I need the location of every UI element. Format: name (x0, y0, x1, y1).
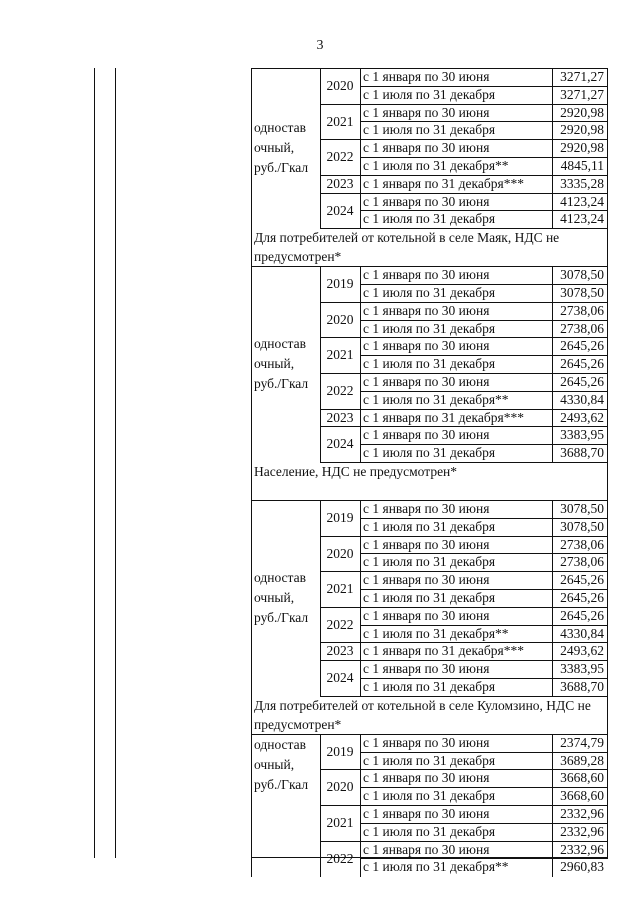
period-cell: с 1 июля по 31 декабря (363, 122, 496, 138)
unit-label: руб./Гкал (254, 160, 309, 176)
period-cell: с 1 января по 30 июня (363, 572, 490, 588)
tariff-value: 3078,50 (560, 285, 604, 300)
year-cell: 2020 (326, 779, 354, 795)
tariff-value: 4123,24 (560, 193, 604, 209)
tariff-value: 3668,60 (560, 788, 604, 804)
tariff-value: 2738,06 (560, 536, 604, 552)
unit-label: руб./Гкал (254, 609, 309, 625)
period-cell: с 1 июля по 31 декабря** (363, 158, 509, 173)
tariff-value: 2738,06 (560, 302, 604, 318)
year-cell: 2022 (326, 850, 354, 866)
year-cell: 2023 (326, 175, 354, 191)
period-cell: с 1 июля по 31 декабря (363, 752, 496, 768)
tariff-value: 2493,62 (560, 643, 604, 659)
year-cell: 2019 (326, 743, 354, 759)
unit-label: очный, (254, 140, 295, 156)
section-header: Для потребителей от котельной в селе Куломзино, НДС не предусмотрен* (254, 697, 591, 732)
tariff-value: 3335,28 (560, 175, 604, 191)
year-cell: 2023 (326, 643, 354, 659)
year-cell: 2019 (326, 276, 354, 292)
unit-column-border (251, 266, 252, 463)
tariff-value: 3271,27 (560, 86, 604, 102)
unit-column-border (251, 734, 252, 877)
tariff-value: 4123,24 (560, 211, 604, 227)
year-cell: 2022 (326, 149, 354, 165)
period-cell: с 1 июля по 31 декабря (363, 679, 496, 694)
year-cell: 2020 (326, 545, 354, 561)
tariff-value: 2738,06 (560, 320, 604, 336)
table-right-border (607, 68, 608, 858)
year-cell: 2024 (326, 436, 354, 452)
tariff-value: 2645,26 (560, 607, 604, 623)
tariff-value: 3078,50 (560, 501, 604, 516)
unit-label: очный, (254, 756, 295, 772)
year-cell: 2022 (326, 616, 354, 632)
tariff-value: 4330,84 (560, 391, 604, 407)
tariff-value: 2960,83 (560, 859, 604, 875)
period-cell: с 1 января по 30 июня (363, 140, 490, 156)
year-cell: 2020 (326, 77, 354, 93)
tariff-value: 4845,11 (560, 158, 604, 173)
period-column-border (360, 500, 361, 697)
unit-label: одностав (254, 120, 306, 136)
period-cell: с 1 января по 30 июня (363, 770, 490, 786)
period-cell: с 1 января по 30 июня (363, 69, 490, 84)
year-cell: 2021 (326, 581, 354, 597)
period-cell: с 1 января по 31 декабря*** (363, 175, 524, 191)
unit-column-border (251, 462, 252, 501)
period-cell: с 1 июля по 31 декабря (363, 823, 496, 839)
table-column-divider (115, 68, 116, 858)
period-cell: с 1 июля по 31 декабря (363, 86, 496, 102)
unit-label: очный, (254, 589, 295, 605)
period-cell: с 1 января по 30 июня (363, 104, 490, 120)
period-cell: с 1 января по 30 июня (363, 661, 490, 677)
year-cell: 2023 (326, 409, 354, 425)
unit-label: очный, (254, 356, 295, 372)
tariff-value: 4330,84 (560, 625, 604, 641)
tariff-value: 2332,96 (560, 841, 604, 857)
tariff-value: 3078,50 (560, 518, 604, 534)
tariff-value: 3688,70 (560, 679, 604, 694)
tariff-value: 2738,06 (560, 554, 604, 570)
unit-column-border (251, 696, 252, 735)
unit-label: руб./Гкал (254, 776, 309, 792)
value-column-border (552, 500, 553, 697)
period-cell: с 1 июля по 31 декабря (363, 788, 496, 804)
tariff-value: 2332,96 (560, 806, 604, 821)
year-column-border (320, 500, 321, 697)
period-cell: с 1 июля по 31 декабря** (363, 859, 509, 875)
period-cell: с 1 января по 30 июня (363, 607, 490, 623)
period-cell: с 1 января по 30 июня (363, 501, 490, 516)
year-cell: 2024 (326, 670, 354, 686)
table-left-border (94, 68, 95, 858)
period-cell: с 1 июля по 31 декабря (363, 590, 496, 605)
tariff-value: 2645,26 (560, 356, 604, 372)
period-cell: с 1 января по 30 июня (363, 536, 490, 552)
period-cell: с 1 января по 30 июня (363, 193, 490, 209)
tariff-value: 2920,98 (560, 140, 604, 156)
period-cell: с 1 января по 30 июня (363, 374, 490, 389)
year-column-border (320, 734, 321, 877)
tariff-value: 2645,26 (560, 590, 604, 605)
tariff-value: 3689,28 (560, 752, 604, 768)
tariff-value: 3078,50 (560, 267, 604, 283)
value-column-border (552, 734, 553, 877)
tariff-value: 3668,60 (560, 770, 604, 786)
tariff-value: 2493,62 (560, 409, 604, 425)
period-cell: с 1 января по 31 декабря*** (363, 409, 524, 425)
tariff-value: 3383,95 (560, 427, 604, 443)
period-column-border (360, 266, 361, 463)
period-column-border (360, 68, 361, 229)
period-cell: с 1 января по 30 июня (363, 806, 490, 821)
year-cell: 2021 (326, 347, 354, 363)
value-column-border (552, 68, 553, 229)
period-cell: с 1 января по 30 июня (363, 427, 490, 443)
period-cell: с 1 января по 30 июня (363, 734, 490, 750)
period-cell: с 1 января по 30 июня (363, 841, 490, 857)
year-cell: 2024 (326, 202, 354, 218)
period-cell: с 1 июля по 31 декабря (363, 554, 496, 570)
year-cell: 2022 (326, 382, 354, 398)
year-cell: 2019 (326, 509, 354, 525)
tariff-value: 2920,98 (560, 104, 604, 120)
section-header: Население, НДС не предусмотрен* (254, 464, 458, 479)
value-column-border (552, 266, 553, 463)
unit-label: одностав (254, 736, 306, 752)
unit-label: руб./Гкал (254, 376, 309, 392)
period-cell: с 1 января по 31 декабря*** (363, 643, 524, 659)
year-cell: 2021 (326, 814, 354, 830)
year-cell: 2020 (326, 311, 354, 327)
unit-label: одностав (254, 569, 306, 585)
tariff-value: 3688,70 (560, 445, 604, 461)
period-cell: с 1 января по 30 июня (363, 338, 490, 354)
tariff-value: 2645,26 (560, 374, 604, 389)
tariff-value: 2332,96 (560, 823, 604, 839)
period-cell: с 1 июля по 31 декабря (363, 285, 496, 300)
period-cell: с 1 января по 30 июня (363, 267, 490, 283)
period-cell: с 1 июля по 31 декабря** (363, 625, 509, 641)
tariff-value: 2645,26 (560, 338, 604, 354)
year-cell: 2021 (326, 113, 354, 129)
section-header: Для потребителей от котельной в селе Маяк, НДС не предусмотрен* (254, 230, 560, 265)
period-cell: с 1 июля по 31 декабря (363, 518, 496, 534)
unit-column-border (251, 68, 252, 229)
period-cell: с 1 января по 30 июня (363, 302, 490, 318)
tariff-table (94, 68, 607, 875)
unit-column-border (251, 228, 252, 267)
period-cell: с 1 июля по 31 декабря (363, 211, 496, 227)
unit-label: одностав (254, 336, 306, 352)
period-cell: с 1 июля по 31 декабря (363, 445, 496, 461)
tariff-value: 2920,98 (560, 122, 604, 138)
period-column-border (360, 734, 361, 877)
period-cell: с 1 июля по 31 декабря** (363, 391, 509, 407)
tariff-value: 3271,27 (560, 69, 604, 84)
page-number: 3 (316, 38, 324, 53)
year-column-border (320, 266, 321, 463)
year-column-border (320, 68, 321, 229)
tariff-value: 3383,95 (560, 661, 604, 677)
unit-column-border (251, 500, 252, 697)
period-cell: с 1 июля по 31 декабря (363, 356, 496, 372)
tariff-value: 2645,26 (560, 572, 604, 588)
tariff-value: 2374,79 (560, 734, 604, 750)
period-cell: с 1 июля по 31 декабря (363, 320, 496, 336)
